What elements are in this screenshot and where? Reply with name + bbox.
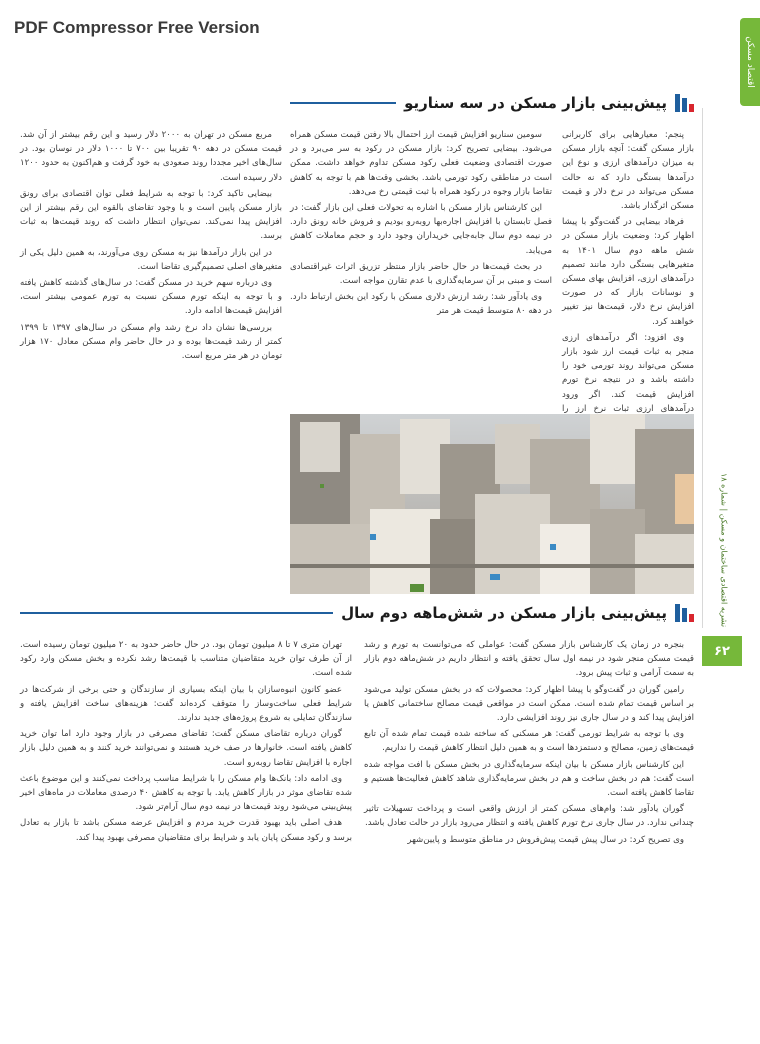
section-tab xyxy=(740,18,760,106)
bar-chart-icon xyxy=(675,604,694,622)
section1-column-right xyxy=(562,128,694,414)
section-tab-label: اقتصاد مسکن xyxy=(745,36,755,88)
section1-heading xyxy=(290,94,694,112)
section1-rule xyxy=(290,102,396,104)
section1-column-left xyxy=(20,128,282,606)
paragraph: وی افزود: اگر درآمدهای ارزی منجر به ثبات قیمت ارز شود بازار مسکن می‌تواند روند تورمی خود را داشته باشد و در نتیجه نرخ تورم افزایش قیمت کند. اگر ورود درآمدهای ارزی ثبات نرخ ارز را xyxy=(562,332,694,414)
paragraph: بیضایی تاکید کرد: با توجه به شرایط فعلی توان اقتصادی برای رونق بازار مسکن پایین است و با وجود تقاضای بالقوه این رقم بیشتر از این افزایش پیدا نمی‌کند. نمی‌توان انتظار داشت که روند قیمت‌ها به ثبات برسد. xyxy=(20,188,282,242)
paragraph: فرهاد بیضایی در گفت‌وگو با پیشا اظهار کرد: وضعیت بازار مسکن در شش ماهه دوم سال ۱۴۰۱ به متغیرهایی بستگی دارد مانند تصمیم درآمدهای ارزی، افزایش بهای مسکن و نوسانات بازار که در صورت افزایش نرخ دلار، قیمت‌ها نیز تغییر خواهند کرد. xyxy=(562,217,694,327)
paragraph: وی ادامه داد: بانک‌ها وام مسکن را با شرایط مناسب پرداخت نمی‌کنند و این موضوع باعث شده تقاضای موثر در بازار کاهش یابد. با توجه به کاهش ۴۰ درصدی معاملات در ماه‌های اخیر پیش‌بینی می‌شود روند قیمت‌ها در نیمه دوم سال آرام‌تر شود. xyxy=(20,773,352,813)
section2-heading xyxy=(20,604,694,622)
paragraph: عضو کانون انبوه‌سازان با بیان اینکه بسیاری از سازندگان و حتی برخی از شرکت‌ها در شرایط فعلی ساخت‌وساز را متوقف کرده‌اند گفت: هزینه‌های ساخت افزایش یافته و سازندگان تمایلی به شروع پروژه‌های جدید ندارند. xyxy=(20,684,352,724)
paragraph: گوران یادآور شد: وام‌های مسکن کمتر از ارزش واقعی است و پرداخت تسهیلات تاثیر چندانی ندارد. در سال جاری نرخ تورم کاهش یافته و انتظار می‌رود بازار در حالت تعادل باشد. xyxy=(364,804,694,829)
section2-column-right xyxy=(364,638,694,1028)
paragraph: بررسی‌ها نشان داد نرخ رشد وام مسکن در سال‌های ۱۳۹۷ تا ۱۳۹۹ کمتر از رشد قیمت‌ها بوده و در حال حاضر وام مسکن معادل ۱۷۰ هزار تومان در هر متر مربع است. xyxy=(20,322,283,362)
paragraph: این کارشناس بازار مسکن با بیان اینکه سرمایه‌گذاری در بخش مسکن با افت مواجه شده است گفت: هم در بخش ساخت و هم در بخش سرمایه‌گذاری شاهد کاهش فعالیت‌ها هستیم و تقاضا کاهش یافته است. xyxy=(364,759,694,799)
section1-column-middle xyxy=(290,128,552,408)
paragraph: مربع مسکن در تهران به ۲۰۰۰ دلار رسید و این رقم بیشتر از آن شد. قیمت مسکن در دهه ۹۰ تقریبا بین ۷۰۰ تا ۱۰۰۰ دلار در نوسان بود. در سال‌های اخیر مجددا روند صعودی به خود گرفت و هم‌اکنون به حدود ۱۲۰۰ دلار رسیده است. xyxy=(20,130,282,183)
paragraph: این کارشناس بازار مسکن با اشاره به تحولات فعلی این بازار گفت: در فصل تابستان با افزایش اجاره‌بها روبه‌رو بودیم و فروش خانه رونق دارد. در نیمه دوم سال جابه‌جایی خریداران وجود دارد و حجم معاملات کاهش می‌یابد. xyxy=(290,203,552,256)
section2-title: پیش‌بینی بازار مسکن در شش‌ماهه دوم سال xyxy=(341,604,667,622)
page-number: ۶۲ xyxy=(702,636,742,666)
side-footer-text: نشریه اقتصادی ساختمان و مسکن | شماره ۱۸ xyxy=(719,472,729,628)
paragraph: گوران درباره تقاضای مسکن گفت: تقاضای مصرفی در بازار وجود دارد اما توان خرید کاهش یافته است. خانوارها در صف خرید هستند و نمی‌توانند خرید کنند و به همین دلیل بازار اجاره با افزایش تقاضا روبه‌رو است. xyxy=(20,729,352,768)
side-footer xyxy=(716,360,732,740)
side-divider xyxy=(702,108,703,628)
paragraph: در این بازار درآمدها نیز به مسکن روی می‌آورند، به همین دلیل یکی از متغیرهای اصلی تصمیم‌گیری تقاضا است. xyxy=(20,247,282,272)
paragraph: وی یادآور شد: رشد ارزش دلاری مسکن با رکود این بخش ارتباط دارد. در دهه ۸۰ متوسط قیمت هر متر xyxy=(290,292,552,317)
city-buildings-photo xyxy=(290,414,694,594)
paragraph: پنجم: معیارهایی برای کاربرانی بازار مسکن گفت: آنچه بازار مسکن به میزان درآمدهای ارزی و نوع این درآمدها بستگی دارد که نه حالت مسکن می‌تواند در نرخ دلار و قیمت مسکن اثرگذار باشد. xyxy=(562,130,694,212)
section2-rule xyxy=(20,612,333,614)
section2-column-left xyxy=(20,638,352,1028)
paragraph: هدف اصلی باید بهبود قدرت خرید مردم و افزایش عرضه مسکن باشد تا بازار به تعادل برسد و رکود مسکن پایان یابد و شرایط برای متقاضیان مصرفی بهبود پیدا کند. xyxy=(20,818,352,843)
paragraph: وی تصریح کرد: در سال پیش قیمت پیش‌فروش در مناطق متوسط و پایین‌شهر xyxy=(407,834,684,845)
bar-chart-icon xyxy=(675,94,694,112)
section1-title: پیش‌بینی بازار مسکن در سه سناریو xyxy=(404,94,667,112)
paragraph: بنجره در زمان یک کارشناس بازار مسکن گفت: عواملی که می‌توانست به تورم و رشد قیمت مسکن منجر شود در نیمه اول سال تحقق یافته و انتظار داریم در شش‌ماهه دوم بازار به سمت آرامی و ثبات پیش برود. xyxy=(364,640,694,679)
paragraph: در بحث قیمت‌ها در حال حاضر بازار منتظر تزریق اثرات غیراقتصادی است و مبنی بر آن سرمایه‌گذاری با عدم تقارن مواجه است. xyxy=(290,261,552,287)
paragraph: سومین سناریو افزایش قیمت ارز احتمال بالا رفتن قیمت مسکن همراه می‌شود. بیضایی تصریح کرد: بازار مسکن در رکود به سر می‌برد و در صورت اقتصادی وضعیت فعلی رکود مسکن تداوم خواهد داشت. ممکن است در مناطقی رکود تورمی باشد. بخشی وقت‌ها هم با توجه به کاهش تقاضا بازار وجوه در رکود همراه با ثبت قیمتی رخ می‌دهد. xyxy=(290,130,552,197)
paragraph: وی درباره سهم خرید در مسکن گفت: در سال‌های گذشته کاهش یافته و با توجه به اینکه تورم مسکن نسبت به تورم عمومی بیشتر است، افزایش قیمت‌ها ادامه دارد. xyxy=(20,278,282,317)
paragraph: رامین گوران در گفت‌وگو با پیشا اظهار کرد: محصولات که در بخش مسکن تولید می‌شود بر اساس قیمت تمام شده است. ممکن است در مواقعی قیمت مصالح ساختمانی کاهش یا افزایش پیدا کند و در سال جاری نیز روند افزایشی دارد. xyxy=(364,684,694,724)
paragraph: تهران متری ۷ تا ۸ میلیون تومان بود. در حال حاضر حدود به ۲۰ میلیون تومان رسیده است. از آن طرف توان خرید متقاضیان متناسب با قیمت‌ها رشد نکرده و بخش مسکن وارد رکود شده است. xyxy=(20,640,352,679)
paragraph: وی با توجه به شرایط تورمی گفت: هر مسکنی که ساخته شده قیمت تمام شده آن تابع قیمت‌های زمین، مصالح و دستمزدها است و به همین دلیل انتظار کاهش قیمت را نداریم. xyxy=(364,729,694,754)
watermark: PDF Compressor Free Version xyxy=(14,18,260,37)
